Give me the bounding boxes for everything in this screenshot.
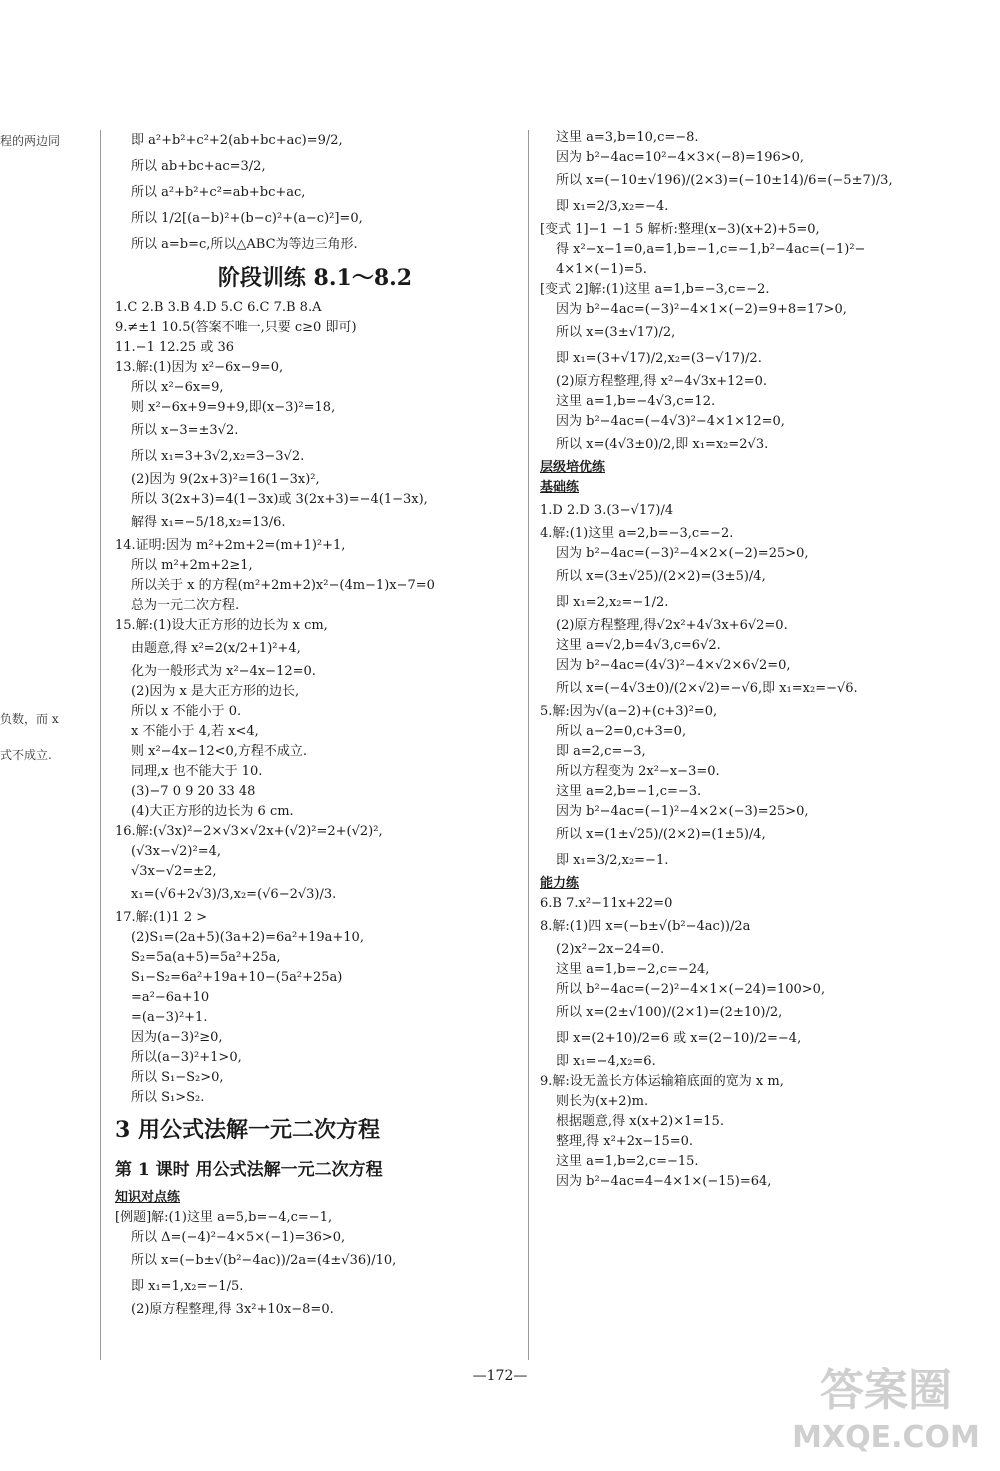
- text-line: 则 x²−6x+9=9+9,即(x−3)²=18,: [131, 400, 336, 415]
- col2-tail-block: [540, 894, 980, 1192]
- text-line: 11.−1 12.25 或 36: [115, 340, 234, 355]
- lesson-title: 第 1 课时 用公式法解一元二次方程: [115, 1160, 383, 1180]
- text-line: 所以 x=(4√3±0)/2,即 x₁=x₂=2√3.: [556, 437, 769, 452]
- text-line: 即 x₁=−4,x₂=6.: [556, 1054, 656, 1069]
- text-line: 8.解:(1)四 x=(−b±√(b²−4ac))/2a: [540, 919, 751, 934]
- text-line: 所以 3(2x+3)=4(1−3x)或 3(2x+3)=−4(1−3x),: [131, 492, 428, 507]
- page-number: —172—: [472, 1368, 528, 1384]
- text-line: 因为 b²−4ac=(−3)²−4×2×(−2)=25>0,: [556, 546, 809, 561]
- text-line: 所以 a=b=c,所以△ABC为等边三角形.: [131, 237, 358, 252]
- text-line: 总为一元二次方程.: [131, 598, 240, 613]
- text-line: [变式 2]解:(1)这里 a=1,b=−3,c=−2.: [540, 282, 770, 297]
- text-line: 同理,x 也不能大于 10.: [131, 764, 263, 779]
- left-edge-line: 程的两边同: [0, 134, 61, 148]
- col1-main-block: [115, 298, 515, 1108]
- text-line: 因为 b²−4ac=10²−4×3×(−8)=196>0,: [556, 150, 805, 165]
- text-line: 所以 b²−4ac=(−2)²−4×1×(−24)=100>0,: [556, 982, 826, 997]
- text-line: 即 x₁=2/3,x₂=−4.: [556, 199, 669, 214]
- chapter-title: 3 用公式法解一元二次方程: [115, 1117, 380, 1143]
- text-line: 因为 b²−4ac=(−1)²−4×2×(−3)=25>0,: [556, 804, 809, 819]
- text-line: 这里 a=2,b=−1,c=−3.: [556, 784, 702, 799]
- text-line: (2)原方程整理,得 3x²+10x−8=0.: [131, 1302, 334, 1317]
- text-line: (2)原方程整理,得 x²−4√3x+12=0.: [556, 374, 768, 389]
- text-line: 即 a²+b²+c²+2(ab+bc+ac)=9/2,: [131, 133, 343, 148]
- text-line: 所以 x 不能小于 0.: [131, 704, 242, 719]
- text-line: 5.解:因为√(a−2)+(c+3)²=0,: [540, 704, 718, 719]
- text-line: 所以 x=(−4√3±0)/(2×√2)=−√6,即 x₁=x₂=−√6.: [556, 681, 858, 696]
- text-line: (√3x−√2)²=4,: [131, 844, 221, 859]
- text-line: 根据题意,得 x(x+2)×1=15.: [556, 1114, 724, 1129]
- text-line: 所以 x²−6x=9,: [131, 380, 224, 395]
- text-line: 9.≠±1 10.5(答案不唯一,只要 c≥0 即可): [115, 320, 357, 335]
- text-line: 4×1×(−1)=5.: [556, 262, 647, 277]
- column-divider-left: [100, 130, 101, 1360]
- text-line: 16.解:(√3x)²−2×√3×√2x+(√2)²=2+(√2)²,: [115, 824, 383, 839]
- subheading: 能力练: [540, 876, 580, 891]
- text-line: =a²−6a+10: [131, 990, 210, 1005]
- text-line: 所以方程变为 2x²−x−3=0.: [556, 764, 720, 779]
- text-line: 因为(a−3)²≥0,: [131, 1030, 223, 1045]
- text-line: 13.解:(1)因为 x²−6x−9=0,: [115, 360, 284, 375]
- text-line: (3)−7 0 9 20 33 48: [131, 784, 256, 799]
- text-line: 即 x₁=3/2,x₂=−1.: [556, 853, 669, 868]
- text-line: √3x−√2=±2,: [131, 864, 217, 879]
- text-line: 这里 a=3,b=10,c=−8.: [556, 130, 699, 145]
- text-line: 所以 x−3=±3√2.: [131, 423, 239, 438]
- text-line: 15.解:(1)设大正方形的边长为 x cm,: [115, 618, 328, 633]
- text-line: 这里 a=1,b=2,c=−15.: [556, 1154, 699, 1169]
- text-line: 化为一般形式为 x²−4x−12=0.: [131, 664, 316, 679]
- text-line: 所以 x=(1±√25)/(2×2)=(1±5)/4,: [556, 827, 766, 842]
- text-line: 所以 x₁=3+3√2,x₂=3−3√2.: [131, 449, 305, 464]
- text-line: 则长为(x+2)m.: [556, 1094, 649, 1109]
- col1-top-block: [115, 128, 515, 258]
- text-line: 即 a=2,c=−3,: [556, 744, 646, 759]
- subheading: 层级培优练: [540, 460, 606, 475]
- text-line: [例题]解:(1)这里 a=5,b=−4,c=−1,: [115, 1210, 333, 1225]
- text-line: 因为 b²−4ac=(−3)²−4×1×(−2)=9+8=17>0,: [556, 302, 847, 317]
- subheading: 基础练: [540, 480, 580, 495]
- text-line: 所以 x=(2±√100)/(2×1)=(2±10)/2,: [556, 1005, 783, 1020]
- subheading: 知识对点练: [115, 1190, 181, 1205]
- col2-top-block: [540, 128, 980, 458]
- left-edge-line: 负数，而 x: [0, 712, 59, 726]
- text-line: 因为 b²−4ac=(4√3)²−4×√2×6√2=0,: [556, 658, 791, 673]
- section-title: 阶段训练 8.1～8.2: [217, 265, 413, 291]
- column-divider-right: [528, 130, 529, 1360]
- text-line: (2)因为 9(2x+3)²=16(1−3x)²,: [131, 472, 320, 487]
- col1-tail-block: [115, 1208, 515, 1320]
- text-line: 4.解:(1)这里 a=2,b=−3,c=−2.: [540, 526, 734, 541]
- text-line: 由题意,得 x²=2(x/2+1)²+4,: [131, 641, 301, 656]
- text-line: 所以 1/2[(a−b)²+(b−c)²+(a−c)²]=0,: [131, 211, 363, 226]
- watermark-line1: 答案圈: [820, 1365, 952, 1416]
- text-line: (2)x²−2x−24=0.: [556, 942, 665, 957]
- column-middle: [115, 128, 515, 1320]
- left-edge-line: 式不成立.: [0, 748, 52, 762]
- text-line: 这里 a=√2,b=4√3,c=6√2.: [556, 638, 721, 653]
- text-line: 9.解:设无盖长方体运输箱底面的宽为 x m,: [540, 1074, 784, 1089]
- text-line: 即 x₁=1,x₂=−1/5.: [131, 1279, 244, 1294]
- text-line: 因为 b²−4ac=(−4√3)²−4×1×12=0,: [556, 414, 785, 429]
- text-line: 得 x²−x−1=0,a=1,b=−1,c=−1,b²−4ac=(−1)²−: [556, 242, 866, 257]
- text-line: (4)大正方形的边长为 6 cm.: [131, 804, 294, 819]
- text-line: S₂=5a(a+5)=5a²+25a,: [131, 950, 281, 965]
- text-line: 1.D 2.D 3.(3−√17)/4: [540, 503, 674, 518]
- col2-mid-block: [540, 498, 980, 874]
- text-line: (2)原方程整理,得√2x²+4√3x+6√2=0.: [556, 618, 788, 633]
- text-line: 这里 a=1,b=−4√3,c=12.: [556, 394, 716, 409]
- watermark-line2: MXQE.COM: [792, 1420, 980, 1455]
- text-line: 所以 m²+2m+2≥1,: [131, 558, 253, 573]
- text-line: 所以(a−3)²+1>0,: [131, 1050, 242, 1065]
- text-line: (2)因为 x 是大正方形的边长,: [131, 684, 300, 699]
- text-line: 因为 b²−4ac=4−4×1×(−15)=64,: [556, 1174, 772, 1189]
- text-line: [变式 1]−1 −1 5 解析:整理(x−3)(x+2)+5=0,: [540, 222, 820, 237]
- text-line: =(a−3)²+1.: [131, 1010, 208, 1025]
- text-line: 解得 x₁=−5/18,x₂=13/6.: [131, 515, 286, 530]
- column-right: [540, 128, 980, 1192]
- text-line: 即 x₁=(3+√17)/2,x₂=(3−√17)/2.: [556, 351, 762, 366]
- text-line: 这里 a=1,b=−2,c=−24,: [556, 962, 710, 977]
- text-line: 6.B 7.x²−11x+22=0: [540, 896, 673, 911]
- text-line: 所以 a−2=0,c+3=0,: [556, 724, 687, 739]
- text-line: 1.C 2.B 3.B 4.D 5.C 6.C 7.B 8.A: [115, 300, 322, 315]
- text-line: 所以 x=(3±√17)/2,: [556, 325, 676, 340]
- watermark-logo: [786, 1343, 986, 1463]
- text-line: S₁−S₂=6a²+19a+10−(5a²+25a): [131, 970, 343, 985]
- text-line: 所以 S₁>S₂.: [131, 1090, 205, 1105]
- text-line: 所以 a²+b²+c²=ab+bc+ac,: [131, 185, 306, 200]
- text-line: 所以 x=(−10±√196)/(2×3)=(−10±14)/6=(−5±7)/3,: [556, 173, 893, 188]
- text-line: x₁=(√6+2√3)/3,x₂=(√6−2√3)/3.: [131, 887, 337, 902]
- text-line: 所以 x=(3±√25)/(2×2)=(3±5)/4,: [556, 569, 766, 584]
- text-line: 所以关于 x 的方程(m²+2m+2)x²−(4m−1)x−7=0: [131, 578, 435, 593]
- text-line: 则 x²−4x−12<0,方程不成立.: [131, 744, 308, 759]
- text-line: 所以 ab+bc+ac=3/2,: [131, 159, 266, 174]
- text-line: 所以 S₁−S₂>0,: [131, 1070, 224, 1085]
- text-line: 14.证明:因为 m²+2m+2=(m+1)²+1,: [115, 538, 346, 553]
- text-line: (2)S₁=(2a+5)(3a+2)=6a²+19a+10,: [131, 930, 364, 945]
- text-line: 即 x=(2+10)/2=6 或 x=(2−10)/2=−4,: [556, 1031, 802, 1046]
- text-line: 即 x₁=2,x₂=−1/2.: [556, 595, 669, 610]
- text-line: x 不能小于 4,若 x<4,: [131, 724, 259, 739]
- text-line: 所以 x=(−b±√(b²−4ac))/2a=(4±√36)/10,: [131, 1253, 397, 1268]
- text-line: 整理,得 x²+2x−15=0.: [556, 1134, 694, 1149]
- text-line: 所以 Δ=(−4)²−4×5×(−1)=36>0,: [131, 1230, 346, 1245]
- text-line: 17.解:(1)1 2 >: [115, 910, 208, 925]
